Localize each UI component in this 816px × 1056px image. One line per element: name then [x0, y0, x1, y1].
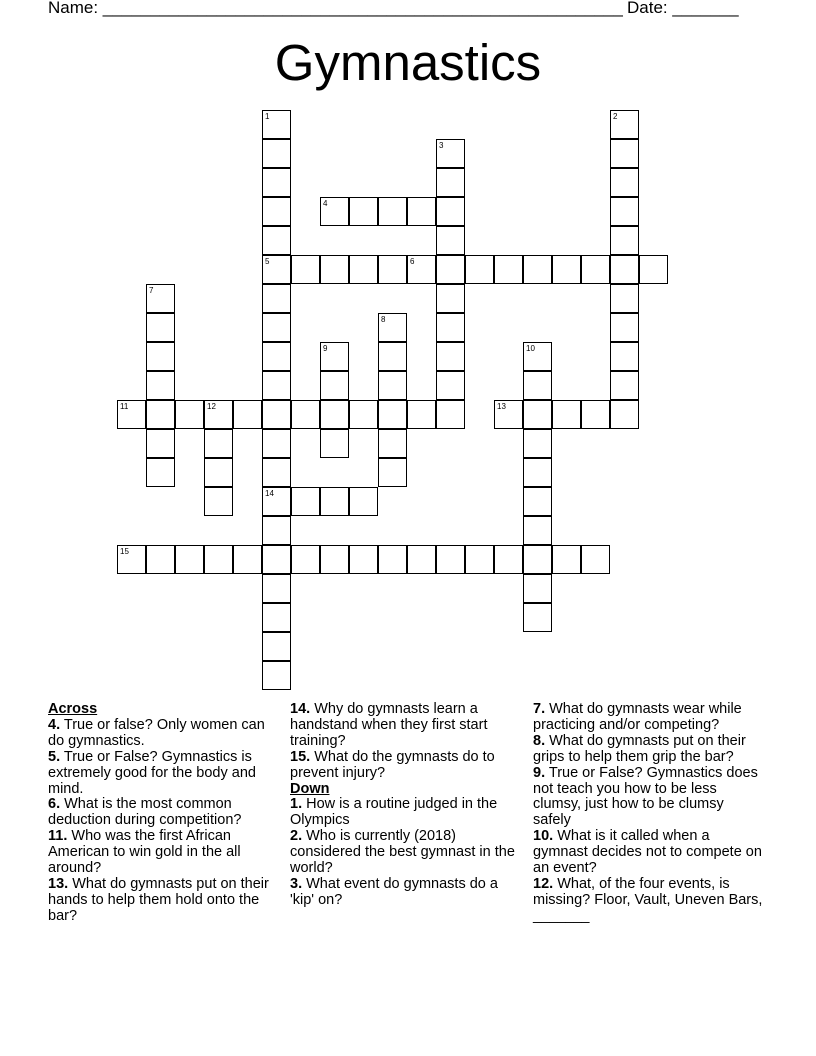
clue-number-label: 4	[323, 199, 328, 208]
grid-cell[interactable]	[552, 400, 581, 429]
grid-cell[interactable]	[436, 139, 465, 168]
grid-cell[interactable]	[523, 429, 552, 458]
down-heading: Down	[290, 780, 330, 797]
grid-cell[interactable]	[320, 197, 349, 226]
clue-across-15	[290, 750, 522, 782]
grid-cell[interactable]	[523, 342, 552, 371]
grid-cell[interactable]	[523, 255, 552, 284]
grid-cell[interactable]	[262, 226, 291, 255]
clue-text: What do gymnasts wear while practicing and/or competing?	[533, 701, 742, 733]
grid-cell[interactable]	[436, 197, 465, 226]
grid-cell[interactable]	[320, 487, 349, 516]
grid-cell[interactable]	[262, 168, 291, 197]
grid-cell[interactable]	[610, 313, 639, 342]
grid-cell[interactable]	[291, 487, 320, 516]
name-field[interactable]: Name: _______________________________________________________	[48, 0, 623, 17]
clue-number: 7.	[533, 701, 546, 717]
clue-number: 6.	[48, 796, 61, 813]
grid-cell[interactable]	[378, 545, 407, 574]
clue-text: What is the most common deduction during competition?	[48, 796, 242, 829]
grid-cell[interactable]	[436, 168, 465, 197]
clue-text: What do gymnasts put on their hands to help them hold onto the bar?	[48, 875, 269, 924]
grid-cell[interactable]	[262, 661, 291, 690]
grid-cell[interactable]	[494, 255, 523, 284]
grid-cell[interactable]	[610, 168, 639, 197]
clue-number: 4.	[48, 716, 61, 733]
grid-cell[interactable]	[349, 545, 378, 574]
clue-number-label: 6	[410, 257, 415, 266]
date-field[interactable]: Date: _______	[627, 0, 739, 17]
grid-cell[interactable]	[610, 255, 639, 284]
clue-down-2	[290, 829, 522, 877]
clue-text: What, of the four events, is missing? Floor, Vault, Uneven Bars, _______	[533, 875, 763, 924]
grid-cell[interactable]	[436, 400, 465, 429]
clue-number: 1.	[290, 796, 303, 813]
clue-number-label: 14	[265, 489, 274, 498]
clue-text: Who is currently (2018) considered the best gymnast in the world?	[290, 828, 515, 877]
grid-cell[interactable]	[581, 400, 610, 429]
clue-column-1	[48, 702, 280, 925]
clue-down-9	[533, 766, 765, 830]
grid-cell[interactable]	[407, 255, 436, 284]
grid-cell[interactable]	[262, 342, 291, 371]
clue-number-label: 15	[120, 547, 129, 556]
clue-number-label: 3	[439, 141, 444, 150]
grid-cell[interactable]	[262, 545, 291, 574]
grid-cell[interactable]	[117, 545, 146, 574]
grid-cell[interactable]	[204, 545, 233, 574]
grid-cell[interactable]	[523, 487, 552, 516]
grid-cell[interactable]	[262, 255, 291, 284]
clue-number-label: 13	[497, 402, 506, 411]
clue-text: Why do gymnasts learn a handstand when they first start training?	[290, 701, 488, 749]
grid-cell[interactable]	[407, 545, 436, 574]
grid-cell[interactable]	[639, 255, 668, 284]
grid-cell[interactable]	[262, 574, 291, 603]
grid-cell[interactable]	[262, 516, 291, 545]
clue-number: 14.	[290, 701, 311, 717]
clue-down-12	[533, 877, 765, 925]
clue-text: True or False? Gymnastics is extremely good for the body and mind.	[48, 748, 256, 797]
clue-number: 11.	[48, 828, 68, 845]
grid-cell[interactable]	[581, 545, 610, 574]
grid-cell[interactable]	[610, 342, 639, 371]
grid-cell[interactable]	[523, 574, 552, 603]
grid-cell[interactable]	[552, 545, 581, 574]
grid-cell[interactable]	[523, 516, 552, 545]
grid-cell[interactable]	[407, 197, 436, 226]
clue-number-label: 5	[265, 257, 270, 266]
grid-cell[interactable]	[262, 284, 291, 313]
clue-down-10	[533, 829, 765, 877]
clue-number-label: 8	[381, 315, 386, 324]
grid-cell[interactable]	[117, 400, 146, 429]
grid-cell[interactable]	[523, 458, 552, 487]
clue-across-11	[48, 829, 280, 877]
grid-cell[interactable]	[349, 197, 378, 226]
grid-cell[interactable]	[204, 429, 233, 458]
grid-cell[interactable]	[146, 371, 175, 400]
clue-number: 8.	[533, 732, 546, 749]
grid-cell[interactable]	[175, 400, 204, 429]
grid-cell[interactable]	[262, 487, 291, 516]
clue-column-3	[533, 702, 765, 925]
grid-cell[interactable]	[465, 545, 494, 574]
grid-cell[interactable]	[320, 545, 349, 574]
grid-cell[interactable]	[581, 255, 610, 284]
grid-cell[interactable]	[552, 255, 581, 284]
grid-cell[interactable]	[291, 545, 320, 574]
grid-cell[interactable]	[262, 139, 291, 168]
grid-cell[interactable]	[146, 458, 175, 487]
clue-across-13	[48, 877, 280, 925]
grid-cell[interactable]	[610, 226, 639, 255]
grid-cell[interactable]	[349, 255, 378, 284]
clue-number-label: 10	[526, 344, 535, 353]
clue-number-label: 7	[149, 286, 154, 295]
grid-cell[interactable]	[146, 400, 175, 429]
grid-cell[interactable]	[465, 255, 494, 284]
clue-down-7	[533, 702, 765, 734]
clue-number: 12.	[533, 875, 554, 892]
grid-cell[interactable]	[146, 342, 175, 371]
clue-text: True or false? Only women can do gymnastics.	[48, 716, 265, 749]
grid-cell[interactable]	[378, 429, 407, 458]
clue-text: What do gymnasts put on their grips to help them grip the bar?	[533, 732, 746, 765]
clue-number: 15.	[290, 748, 311, 765]
clue-across-5	[48, 750, 280, 798]
grid-cell[interactable]	[146, 429, 175, 458]
grid-cell[interactable]	[262, 400, 291, 429]
grid-cell[interactable]	[320, 429, 349, 458]
grid-cell[interactable]	[378, 197, 407, 226]
clue-down-8	[533, 734, 765, 766]
grid-cell[interactable]	[146, 313, 175, 342]
across-heading: Across	[48, 701, 98, 717]
clue-across-6	[48, 797, 280, 829]
grid-cell[interactable]	[320, 371, 349, 400]
clue-across-14	[290, 702, 522, 750]
grid-cell[interactable]	[610, 139, 639, 168]
grid-cell[interactable]	[378, 255, 407, 284]
grid-cell[interactable]	[610, 284, 639, 313]
grid-cell[interactable]	[610, 371, 639, 400]
clue-number: 2.	[290, 828, 303, 845]
clue-column-2	[290, 702, 522, 909]
grid-cell[interactable]	[291, 255, 320, 284]
grid-cell[interactable]	[175, 545, 204, 574]
grid-cell[interactable]	[610, 110, 639, 139]
grid-cell[interactable]	[378, 400, 407, 429]
clue-down-1	[290, 797, 522, 829]
grid-cell[interactable]	[204, 458, 233, 487]
clue-number: 13.	[48, 875, 69, 892]
grid-cell[interactable]	[349, 400, 378, 429]
grid-cell[interactable]	[378, 313, 407, 342]
grid-cell[interactable]	[204, 487, 233, 516]
clue-text: What is it called when a gymnast decides not to compete on an event?	[533, 828, 762, 877]
clue-number-label: 11	[120, 402, 129, 411]
clue-text: How is a routine judged in the Olympics	[290, 796, 498, 829]
clue-number-label: 2	[613, 112, 618, 121]
clue-text: Who was the first African American to win gold in the all around?	[48, 828, 241, 877]
grid-cell[interactable]	[407, 400, 436, 429]
grid-cell[interactable]	[436, 226, 465, 255]
clue-down-3	[290, 877, 522, 909]
grid-cell[interactable]	[523, 545, 552, 574]
grid-cell[interactable]	[523, 603, 552, 632]
grid-cell[interactable]	[233, 400, 262, 429]
grid-cell[interactable]	[523, 400, 552, 429]
grid-cell[interactable]	[262, 603, 291, 632]
grid-cell[interactable]	[262, 197, 291, 226]
clue-across-4	[48, 718, 280, 750]
grid-cell[interactable]	[610, 400, 639, 429]
grid-cell[interactable]	[436, 284, 465, 313]
clue-number-label: 9	[323, 344, 328, 353]
clue-number: 3.	[290, 875, 303, 892]
grid-cell[interactable]	[436, 255, 465, 284]
clue-number: 9.	[533, 764, 546, 781]
grid-cell[interactable]	[436, 371, 465, 400]
grid-cell[interactable]	[291, 400, 320, 429]
grid-cell[interactable]	[494, 400, 523, 429]
clue-text: What event do gymnasts do a 'kip' on?	[290, 875, 498, 908]
grid-cell[interactable]	[378, 458, 407, 487]
clue-number: 10.	[533, 828, 554, 845]
grid-cell[interactable]	[204, 400, 233, 429]
grid-cell[interactable]	[146, 284, 175, 313]
grid-cell[interactable]	[494, 545, 523, 574]
grid-cell[interactable]	[233, 545, 262, 574]
grid-cell[interactable]	[262, 429, 291, 458]
grid-cell[interactable]	[436, 545, 465, 574]
grid-cell[interactable]	[320, 255, 349, 284]
clue-text: What do the gymnasts do to prevent injury?	[290, 748, 495, 781]
grid-cell[interactable]	[262, 632, 291, 661]
grid-cell[interactable]	[349, 487, 378, 516]
page-title: Gymnastics	[274, 34, 542, 91]
grid-cell[interactable]	[378, 342, 407, 371]
grid-cell[interactable]	[436, 342, 465, 371]
grid-cell[interactable]	[610, 197, 639, 226]
grid-cell[interactable]	[320, 342, 349, 371]
grid-cell[interactable]	[262, 371, 291, 400]
grid-cell[interactable]	[262, 313, 291, 342]
grid-cell[interactable]	[262, 458, 291, 487]
clue-number-label: 1	[265, 112, 270, 121]
grid-cell[interactable]	[523, 371, 552, 400]
grid-cell[interactable]	[378, 371, 407, 400]
grid-cell[interactable]	[320, 400, 349, 429]
grid-cell[interactable]	[262, 110, 291, 139]
grid-cell[interactable]	[146, 545, 175, 574]
grid-cell[interactable]	[436, 313, 465, 342]
clue-number-label: 12	[207, 402, 216, 411]
clue-number: 5.	[48, 748, 61, 765]
clue-text: True or False? Gymnastics does not teach you how to be less clumsy, just how to be clumsy safely	[533, 764, 758, 829]
